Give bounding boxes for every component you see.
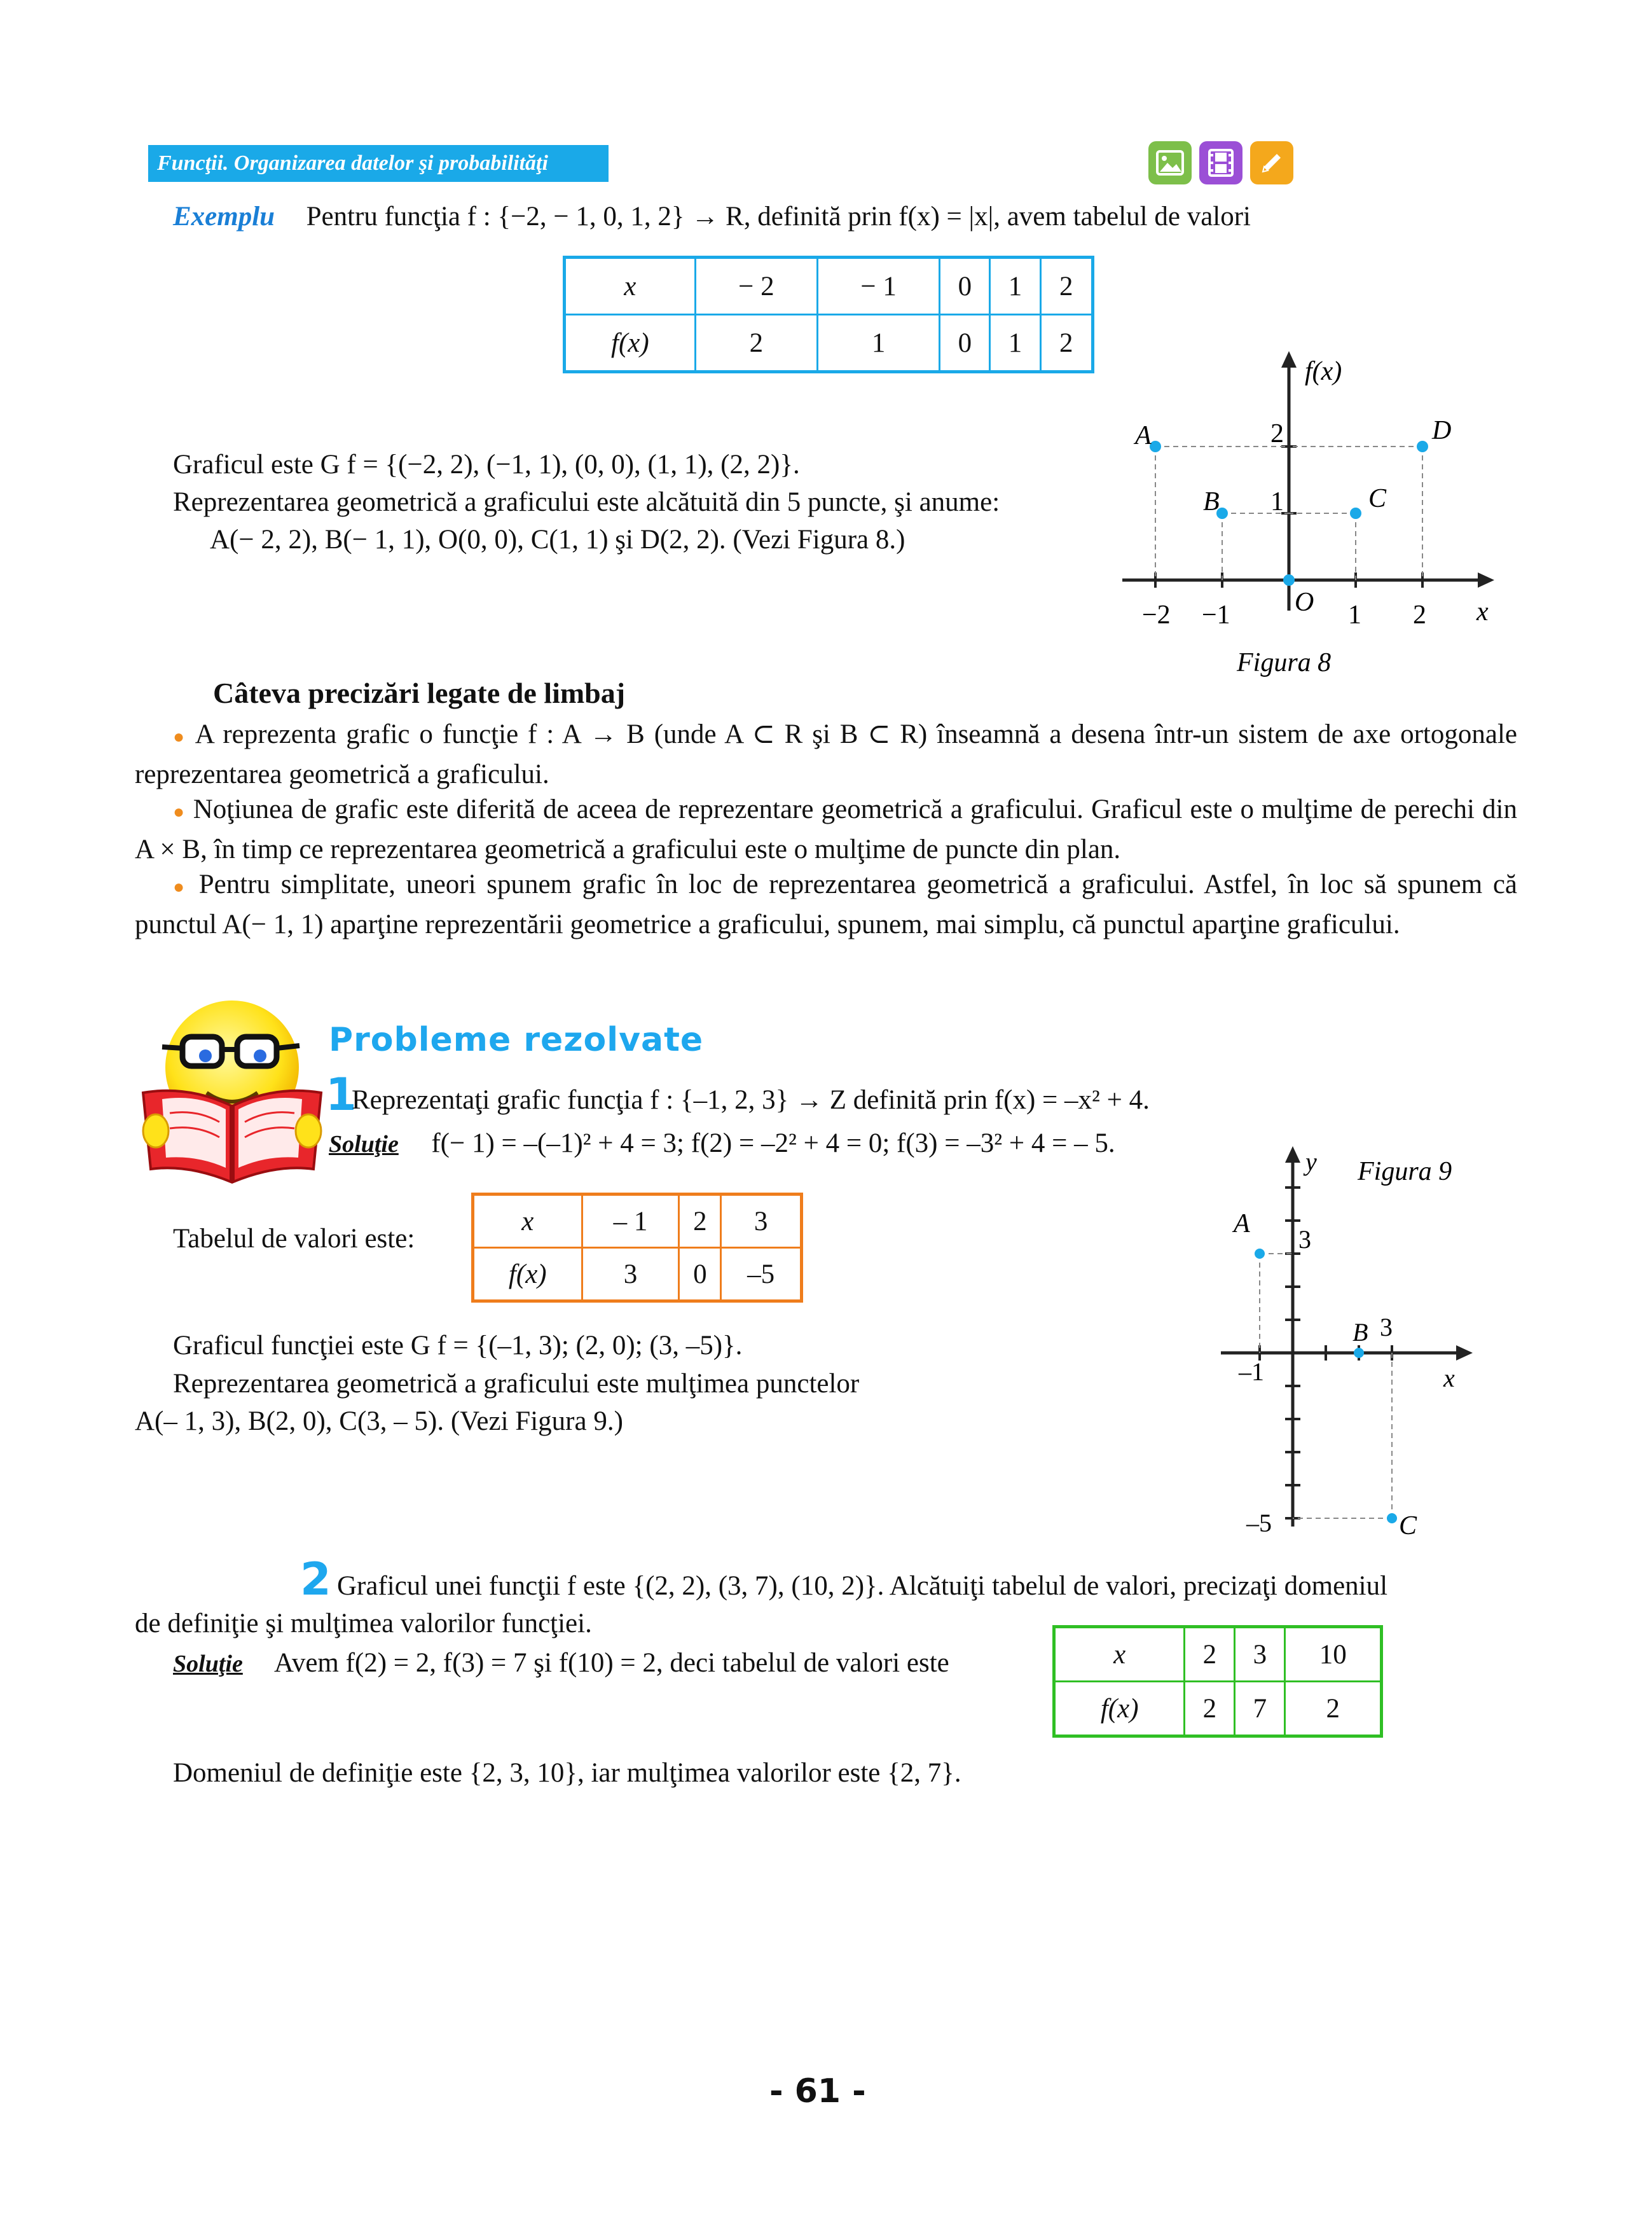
example-repr-line2: A(− 2, 2), B(− 1, 1), O(0, 0), C(1, 1) şi D(2, 2). (Vezi Figura 8.) [210,525,905,555]
bullet-icon: ● [173,726,188,747]
fig8-ytick: 1 [1270,487,1284,516]
problem-1-table-label: Tabelul de valori este: [173,1224,415,1254]
fig8-xtick: 1 [1348,600,1361,630]
table-cell: 0 [940,258,990,315]
problem-2-statement-line2: de definiţie şi mulţimea valorilor funcţiei. [135,1609,592,1638]
bullet-icon: ● [173,801,186,822]
solution-label: Soluţie [329,1131,399,1158]
problem-1-graph-line: Graficul funcţiei este G f = {(–1, 3); (2, 0); (3, –5)}. [173,1331,743,1361]
fig9-point [1255,1249,1265,1259]
fig8-xtick: −2 [1142,600,1171,630]
table-cell: 2 [1040,315,1092,372]
table-cell: − 2 [695,258,817,315]
solution-text: Avem f(2) = 2, f(3) = 7 şi f(10) = 2, deci tabelul de valori este [273,1648,949,1678]
example-label: Exemplu [173,202,275,232]
table-cell: f(x) [1054,1682,1185,1736]
example-graph-line: Graficul este G f = {(−2, 2), (−1, 1), (0, 0), (1, 1), (2, 2)}. [173,450,800,480]
solved-problems-title: Probleme rezolvate [329,1021,704,1059]
solution-text: f(− 1) = –(–1)² + 4 = 3; f(2) = –2² + 4 = 0; f(3) = –3² + 4 = – 5. [431,1128,1115,1158]
fig9-point-label-c: C [1399,1511,1417,1541]
example-values-table [563,256,1094,373]
reading-mascot-icon [137,997,327,1188]
bullet-text: Noţiunea de grafic este diferită de aceea de reprezentare geometrică a graficului. Graficul este o mulţime de perechi din A × B, în timp ce reprezentarea geometrică a graficului este o mulţime de puncte din plan. [135,794,1518,864]
problem-2-values-table [1052,1625,1383,1738]
problem-1-values-table [471,1193,803,1303]
table-cell: 2 [695,315,817,372]
table-cell: 1 [990,258,1040,315]
problem-1-solution [329,1126,1115,1161]
table-cell: f(x) [473,1248,582,1301]
fig8-point-label-b: B [1203,487,1220,516]
fig9-point [1387,1513,1397,1523]
example-block [173,199,1251,235]
fig8-point [1150,441,1161,452]
table-cell: 2 [1040,258,1092,315]
problem-2-statement-line1: Graficul unei funcţii f este {(2, 2), (3, 7), (10, 2)}. Alcătuiţi tabelul de valori, precizaţi domeniul [337,1571,1388,1601]
fig9-y-label: y [1305,1147,1317,1176]
bullet-text: A reprezenta grafic o funcţie f : A → B (unde A ⊂ R şi B ⊂ R) înseamnă a desena într-un sistem de axe ortogonale reprezentarea geometrică a graficului. [135,719,1517,789]
section-header: Funcţii. Organizarea datelor şi probabilităţi [148,145,609,182]
table-cell: 2 [1185,1682,1235,1736]
table-cell: 2 [679,1195,721,1248]
table-cell: –5 [721,1248,802,1301]
problem-1-repr-line1: Reprezentarea geometrică a graficului este mulţimea punctelor [173,1369,860,1399]
problem-2-number: 2 [300,1553,331,1605]
fig9-axes [1221,1146,1473,1527]
table-cell: 10 [1285,1627,1382,1682]
language-title: Câteva precizări legate de limbaj [213,677,626,709]
fig9-ytick-minus5: –5 [1246,1509,1272,1537]
bullet-icon: ● [173,876,189,897]
fig8-caption: Figura 8 [1237,648,1332,677]
problem-1-statement: Reprezentaţi grafic funcţia f : {–1, 2, 3} → Z definită prin f(x) = –x² + 4. [352,1085,1150,1115]
table-cell: 2 [1285,1682,1382,1736]
fig8-ytick: 2 [1270,419,1284,448]
fig8-x-label: x [1476,597,1489,627]
table-cell: x [1054,1627,1185,1682]
example-intro: Pentru funcţia f : {−2, − 1, 0, 1, 2} → R, definită prin f(x) = |x|, avem tabelul de valori [306,202,1251,232]
fig9-ytick-3: 3 [1298,1225,1311,1254]
table-cell: 0 [940,315,990,372]
fig8-xtick: 2 [1413,600,1426,630]
table-cell: 1 [817,315,939,372]
figure-9-plot [1208,1139,1501,1552]
solution-label: Soluţie [173,1651,243,1677]
fig8-point [1283,574,1295,586]
bullet-text: Pentru simplitate, uneori spunem grafic în loc de reprezentarea geometrică a graficului. Astfel, în loc să spunem că punctul A(− 1, 1) aparţine reprezentării geometrice a graficului, spunem, mai simplu, că punctul aparţine graficului. [135,869,1518,939]
fig9-point-label-b: B [1353,1318,1368,1347]
fig9-caption: Figura 9 [1358,1157,1452,1186]
fig8-point [1417,441,1428,452]
pencil-icon[interactable] [1250,141,1293,184]
fig9-point-label-a: A [1234,1209,1250,1238]
fig8-axes [1122,351,1494,611]
film-icon[interactable] [1199,141,1242,184]
image-icon[interactable] [1148,141,1192,184]
fig9-x-label: x [1443,1364,1455,1392]
figure-8-plot [1106,343,1501,687]
fig8-point [1350,508,1361,519]
table-cell: − 1 [817,258,939,315]
page-number: - 61 - [769,2072,866,2110]
table-cell: 0 [679,1248,721,1301]
fig8-point-label-a: A [1135,421,1152,450]
table-cell: 3 [721,1195,802,1248]
fig9-point [1354,1348,1364,1358]
problem-1-number: 1 [326,1069,357,1121]
problem-2-solution [173,1645,949,1681]
table-cell: 2 [1185,1627,1235,1682]
fig8-point-label-d: D [1432,416,1452,445]
fig8-xtick: −1 [1202,600,1230,630]
table-cell: 3 [1235,1627,1285,1682]
example-repr-line1: Reprezentarea geometrică a graficului este alcătuită din 5 puncte, şi anume: [173,487,1000,517]
table-cell: f(x) [565,315,696,372]
problem-1-repr-line2: A(– 1, 3), B(2, 0), C(3, – 5). (Vezi Figura 9.) [135,1406,623,1436]
language-bullet-3 [135,866,1517,943]
fig8-y-label: f(x) [1305,357,1342,386]
fig8-point-label-c: C [1368,484,1387,513]
table-cell: x [473,1195,582,1248]
language-bullet-2 [135,791,1517,868]
table-cell: x [565,258,696,315]
table-cell: 7 [1235,1682,1285,1736]
fig9-xtick-minus1: –1 [1239,1357,1264,1386]
table-cell: – 1 [582,1195,679,1248]
language-bullet-1 [135,716,1517,793]
fig8-origin-label: O [1295,588,1314,617]
table-cell: 1 [990,315,1040,372]
fig9-xtick-3: 3 [1380,1313,1393,1341]
problem-2-conclusion: Domeniul de definiţie este {2, 3, 10}, iar mulţimea valorilor este {2, 7}. [173,1758,961,1788]
table-cell: 3 [582,1248,679,1301]
